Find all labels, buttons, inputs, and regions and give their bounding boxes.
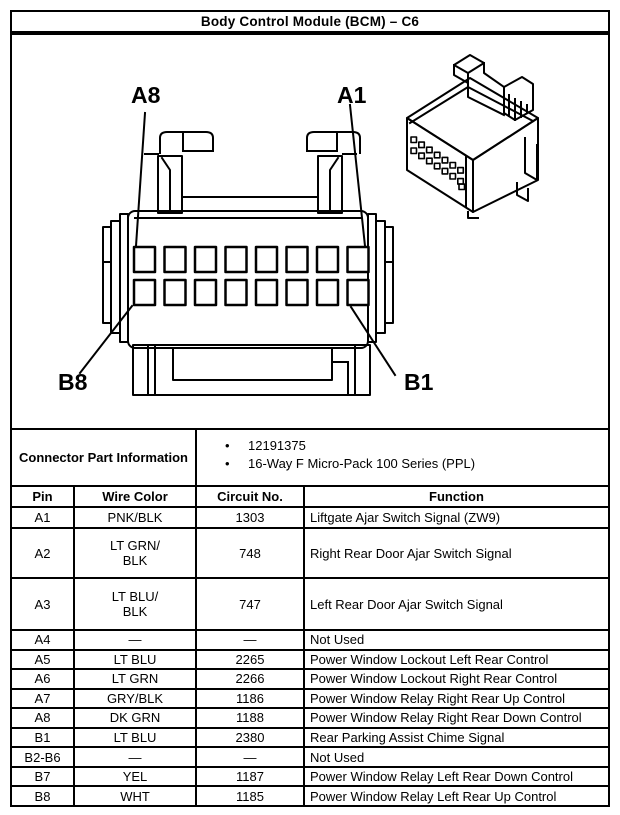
col-header-function: Function: [305, 487, 608, 506]
circuit-cell: 2380: [197, 729, 303, 747]
pin-cell: A2: [12, 529, 73, 577]
circuit-cell: 1188: [197, 709, 303, 727]
wire-cell: LT GRN: [75, 670, 195, 688]
function-cell: Power Window Lockout Right Rear Control: [305, 670, 608, 688]
circuit-cell: 1185: [197, 787, 303, 805]
pin-cell: A5: [12, 651, 73, 669]
connector-face-diagram: [12, 35, 608, 428]
function-cell: Power Window Lockout Left Rear Control: [305, 651, 608, 669]
connector-3d-icon: [407, 55, 538, 218]
bullet-icon: •: [225, 456, 230, 471]
col-header-circuit: Circuit No.: [197, 487, 303, 506]
function-cell: Power Window Relay Left Rear Down Control: [305, 768, 608, 786]
wire-line-1: LT BLU/: [111, 588, 159, 604]
function-cell: Power Window Relay Left Rear Up Control: [305, 787, 608, 805]
part-info-item: [225, 455, 608, 473]
connector-base-icon: [133, 345, 370, 395]
circuit-cell: 2265: [197, 651, 303, 669]
part-number: 12191375: [248, 438, 306, 453]
wire-cell: PNK/BLK: [75, 508, 195, 527]
function-cell: Rear Parking Assist Chime Signal: [305, 729, 608, 747]
connector-diagram: [12, 35, 608, 428]
wire-line-1: LT GRN/: [109, 537, 161, 553]
wire-line-2: BLK: [122, 552, 148, 568]
part-info-item: [225, 437, 608, 455]
function-cell: Liftgate Ajar Switch Signal (ZW9): [305, 508, 608, 527]
pin-callout-b1: B1: [404, 369, 434, 395]
pin-cell: A6: [12, 670, 73, 688]
wire-cell: [75, 529, 195, 577]
pin-cell: B8: [12, 787, 73, 805]
function-cell: Right Rear Door Ajar Switch Signal: [305, 529, 608, 577]
circuit-cell: 1187: [197, 768, 303, 786]
circuit-cell: —: [197, 748, 303, 766]
function-cell: Left Rear Door Ajar Switch Signal: [305, 579, 608, 629]
pin-cell: B7: [12, 768, 73, 786]
wire-line-2: BLK: [122, 603, 148, 619]
function-cell: Power Window Relay Right Rear Down Control: [305, 709, 608, 727]
wire-cell: —: [75, 748, 195, 766]
part-description: 16-Way F Micro-Pack 100 Series (PPL): [248, 456, 476, 471]
circuit-cell: 747: [197, 579, 303, 629]
pin-cell: A1: [12, 508, 73, 527]
pin-cell: A3: [12, 579, 73, 629]
wire-cell: LT BLU: [75, 651, 195, 669]
page-title: Body Control Module (BCM) – C6: [10, 10, 610, 33]
wire-cell: —: [75, 631, 195, 649]
function-cell: Not Used: [305, 631, 608, 649]
pin-callout-b8: B8: [58, 369, 88, 395]
circuit-cell: 748: [197, 529, 303, 577]
pin-cell: A4: [12, 631, 73, 649]
pinout-table: [12, 428, 608, 805]
part-info-label: Connector Part Information: [12, 430, 195, 485]
wire-cell: GRY/BLK: [75, 690, 195, 708]
circuit-cell: 1303: [197, 508, 303, 527]
col-header-wire: Wire Color: [75, 487, 195, 506]
wire-cell: WHT: [75, 787, 195, 805]
circuit-cell: 2266: [197, 670, 303, 688]
pin-cell: B2-B6: [12, 748, 73, 766]
circuit-cell: 1186: [197, 690, 303, 708]
function-cell: Not Used: [305, 748, 608, 766]
latch-assembly-icon: [145, 132, 360, 213]
pin-cell: A8: [12, 709, 73, 727]
wire-cell: DK GRN: [75, 709, 195, 727]
pin-cell: B1: [12, 729, 73, 747]
pin-cell: A7: [12, 690, 73, 708]
main-frame: [10, 33, 610, 807]
wire-cell: LT BLU: [75, 729, 195, 747]
pin-callout-a1: A1: [337, 82, 367, 108]
pin-callout-a8: A8: [131, 82, 161, 108]
circuit-cell: —: [197, 631, 303, 649]
bullet-icon: •: [225, 438, 230, 453]
pin-grid-icon: [134, 247, 369, 305]
part-info-list: [197, 430, 608, 485]
function-cell: Power Window Relay Right Rear Up Control: [305, 690, 608, 708]
col-header-pin: Pin: [12, 487, 73, 506]
wire-cell: YEL: [75, 768, 195, 786]
wire-cell: [75, 579, 195, 629]
